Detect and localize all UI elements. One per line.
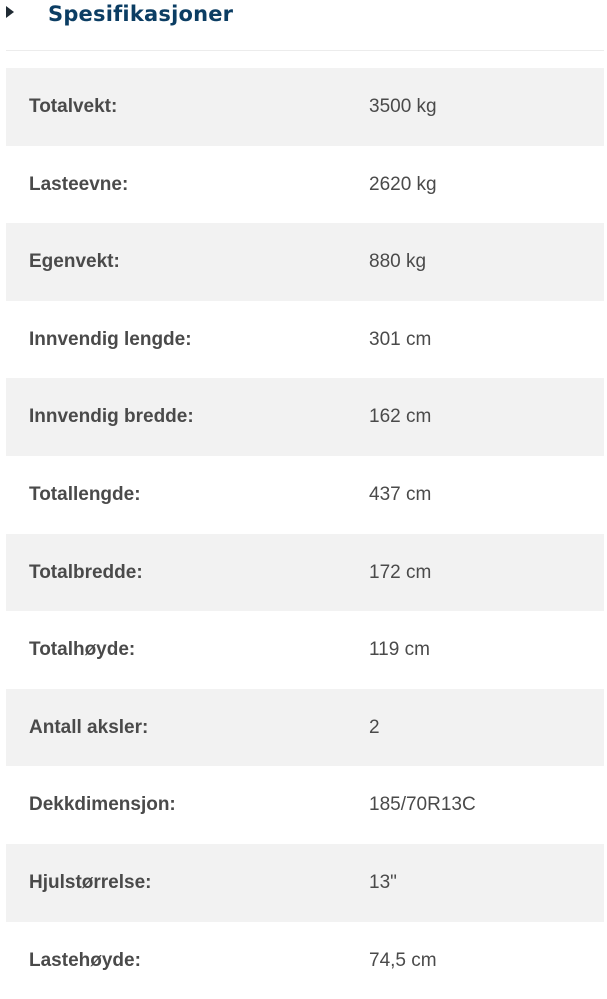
spec-value: 3500 kg xyxy=(369,96,437,117)
spec-value: 185/70R13C xyxy=(369,794,476,816)
spec-row xyxy=(6,68,604,146)
spec-label: Lastehøyde: xyxy=(29,949,141,971)
specifications-table xyxy=(6,68,604,999)
spec-row xyxy=(6,223,604,301)
caret-right-icon xyxy=(6,6,14,18)
spec-value: 119 cm xyxy=(369,639,430,661)
spec-row xyxy=(6,146,604,224)
spec-label: Totallengde: xyxy=(29,483,141,505)
spec-row xyxy=(6,766,604,844)
spec-value: 74,5 cm xyxy=(369,949,437,971)
spec-label: Innvendig bredde: xyxy=(29,406,194,428)
spec-value: 2620 kg xyxy=(369,173,437,195)
spec-label: Dekkdimensjon: xyxy=(29,794,176,816)
spec-value: 301 cm xyxy=(369,328,432,350)
spec-row xyxy=(6,534,604,612)
spec-row xyxy=(6,844,604,922)
spec-label: Totalhøyde: xyxy=(29,639,136,661)
spec-row xyxy=(6,611,604,689)
spec-row xyxy=(6,689,604,767)
spec-label: Egenvekt: xyxy=(29,251,120,273)
spec-value: 2 xyxy=(369,716,380,738)
divider xyxy=(6,50,604,51)
spec-row xyxy=(6,378,604,456)
spec-row xyxy=(6,456,604,534)
spec-label: Antall aksler: xyxy=(29,716,149,738)
spec-label: Lasteevne: xyxy=(29,173,129,195)
section-title: Spesifikasjoner xyxy=(48,2,234,26)
spec-row xyxy=(6,922,604,999)
specifications-toggle[interactable] xyxy=(0,0,607,36)
spec-value: 880 kg xyxy=(369,251,427,273)
spec-value: 162 cm xyxy=(369,406,432,428)
spec-value: 437 cm xyxy=(369,483,432,505)
spec-label: Totalvekt: xyxy=(29,96,118,117)
spec-value: 13" xyxy=(369,871,397,893)
spec-row xyxy=(6,301,604,379)
spec-label: Innvendig lengde: xyxy=(29,328,192,350)
spec-label: Totalbredde: xyxy=(29,561,143,583)
spec-label: Hjulstørrelse: xyxy=(29,871,152,893)
spec-value: 172 cm xyxy=(369,561,432,583)
